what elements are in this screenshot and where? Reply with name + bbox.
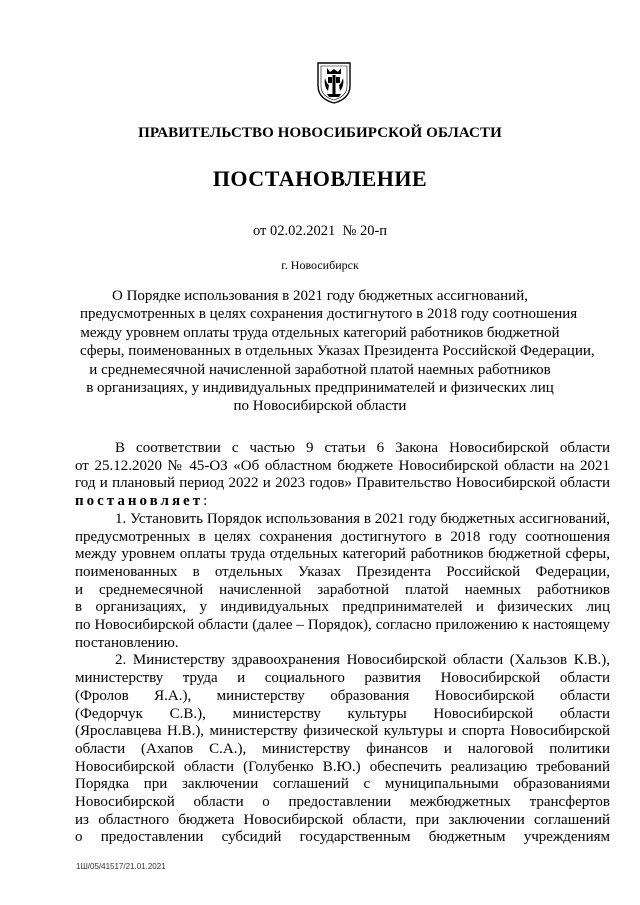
footer-code: 1Ш/05/41517/21.01.2021 (76, 862, 166, 871)
body-line: по Новосибирской области (далее – Порядок), согласно приложению к настоящему (75, 617, 610, 634)
title-line: О Порядке использования в 2021 году бюджетных ассигнований, (111, 288, 528, 304)
government-name: ПРАВИТЕЛЬСТВО НОВОСИБИРСКОЙ ОБЛАСТИ (138, 125, 502, 141)
resolve-word: постановляет (75, 493, 204, 510)
body-line: (Федорчук С.В.), министерству культуры Новосибирской области (75, 705, 610, 722)
date-number-line (0, 223, 640, 240)
body-line: министерству труда и социального развития Новосибирской области (75, 670, 610, 687)
title-line: в организациях, у индивидуальных предпринимателей и физических лиц (86, 380, 554, 397)
body-line: год и плановый период 2022 и 2023 годов» Правительство Новосибирской области (75, 475, 610, 492)
title-line: по Новосибирской области (233, 398, 407, 415)
title-line: и среднемесячной начисленной заработной платой наемных работников (89, 361, 551, 378)
body-line: между уровнем оплаты труда отдельных категорий работников бюджетной сферы, (75, 546, 610, 563)
coat-of-arms-icon (316, 60, 352, 104)
title-line: между уровнем оплаты труда отдельных категорий работников бюджетной (80, 324, 560, 341)
resolve-colon: : (203, 493, 208, 510)
body-line: 2. Министерству здравоохранения Новосибирской области (Хальзов К.В.), (115, 652, 610, 669)
body-line: из областного бюджета Новосибирской области, при заключении соглашений (75, 811, 610, 828)
body-line: предусмотренных в целях сохранения достигнутого в 2018 году соотношения (75, 528, 610, 545)
document-body (75, 440, 610, 847)
document-city: г. Новосибирск (281, 258, 359, 272)
body-line: Новосибирской области о предоставлении межбюджетных трансфертов (75, 794, 610, 811)
body-line: поименованных в отдельных Указах Президента Российской Федерации, (75, 563, 610, 580)
body-line: Порядка при заключении соглашений с муниципальными образованиями (75, 776, 610, 793)
title-line: предусмотренных в целях сохранения достигнутого в 2018 году соотношения (80, 306, 578, 323)
body-line: и среднемесячной начисленной заработной платой наемных работников (75, 581, 610, 598)
body-line: постановлению. (75, 634, 179, 651)
document-number: № 20-п (342, 223, 388, 239)
document-type: ПОСТАНОВЛЕНИЕ (212, 166, 428, 191)
body-line: Новосибирской области (Голубенко В.Ю.) обеспечить реализацию требований (75, 758, 610, 775)
body-line: В соответствии с частью 9 статьи 6 Закона Новосибирской области (115, 440, 610, 456)
body-line: области (Ахапов С.А.), министерству финансов и налоговой политики (75, 740, 610, 757)
body-line: о предоставлении субсидий государственным бюджетным учреждениям (75, 829, 610, 846)
title-line: сферы, поименованных в отдельных Указах Президента Российской Федерации, (80, 343, 595, 360)
body-line: от 25.12.2020 № 45-ОЗ «Об областном бюджете Новосибирской области на 2021 (75, 457, 610, 474)
body-line: (Ярославцева Н.В.), министерству физической культуры и спорта Новосибирской (75, 723, 610, 740)
resolve-line (75, 493, 610, 511)
body-line: в организациях, у индивидуальных предпринимателей и физических лиц (75, 599, 610, 616)
body-line: 1. Установить Порядок использования в 2021 году бюджетных ассигнований, (115, 510, 610, 527)
body-line: (Фролов Я.А.), министерству образования Новосибирской области (75, 687, 610, 704)
document-title (80, 287, 595, 416)
document-date: от 02.02.2021 (252, 223, 336, 239)
